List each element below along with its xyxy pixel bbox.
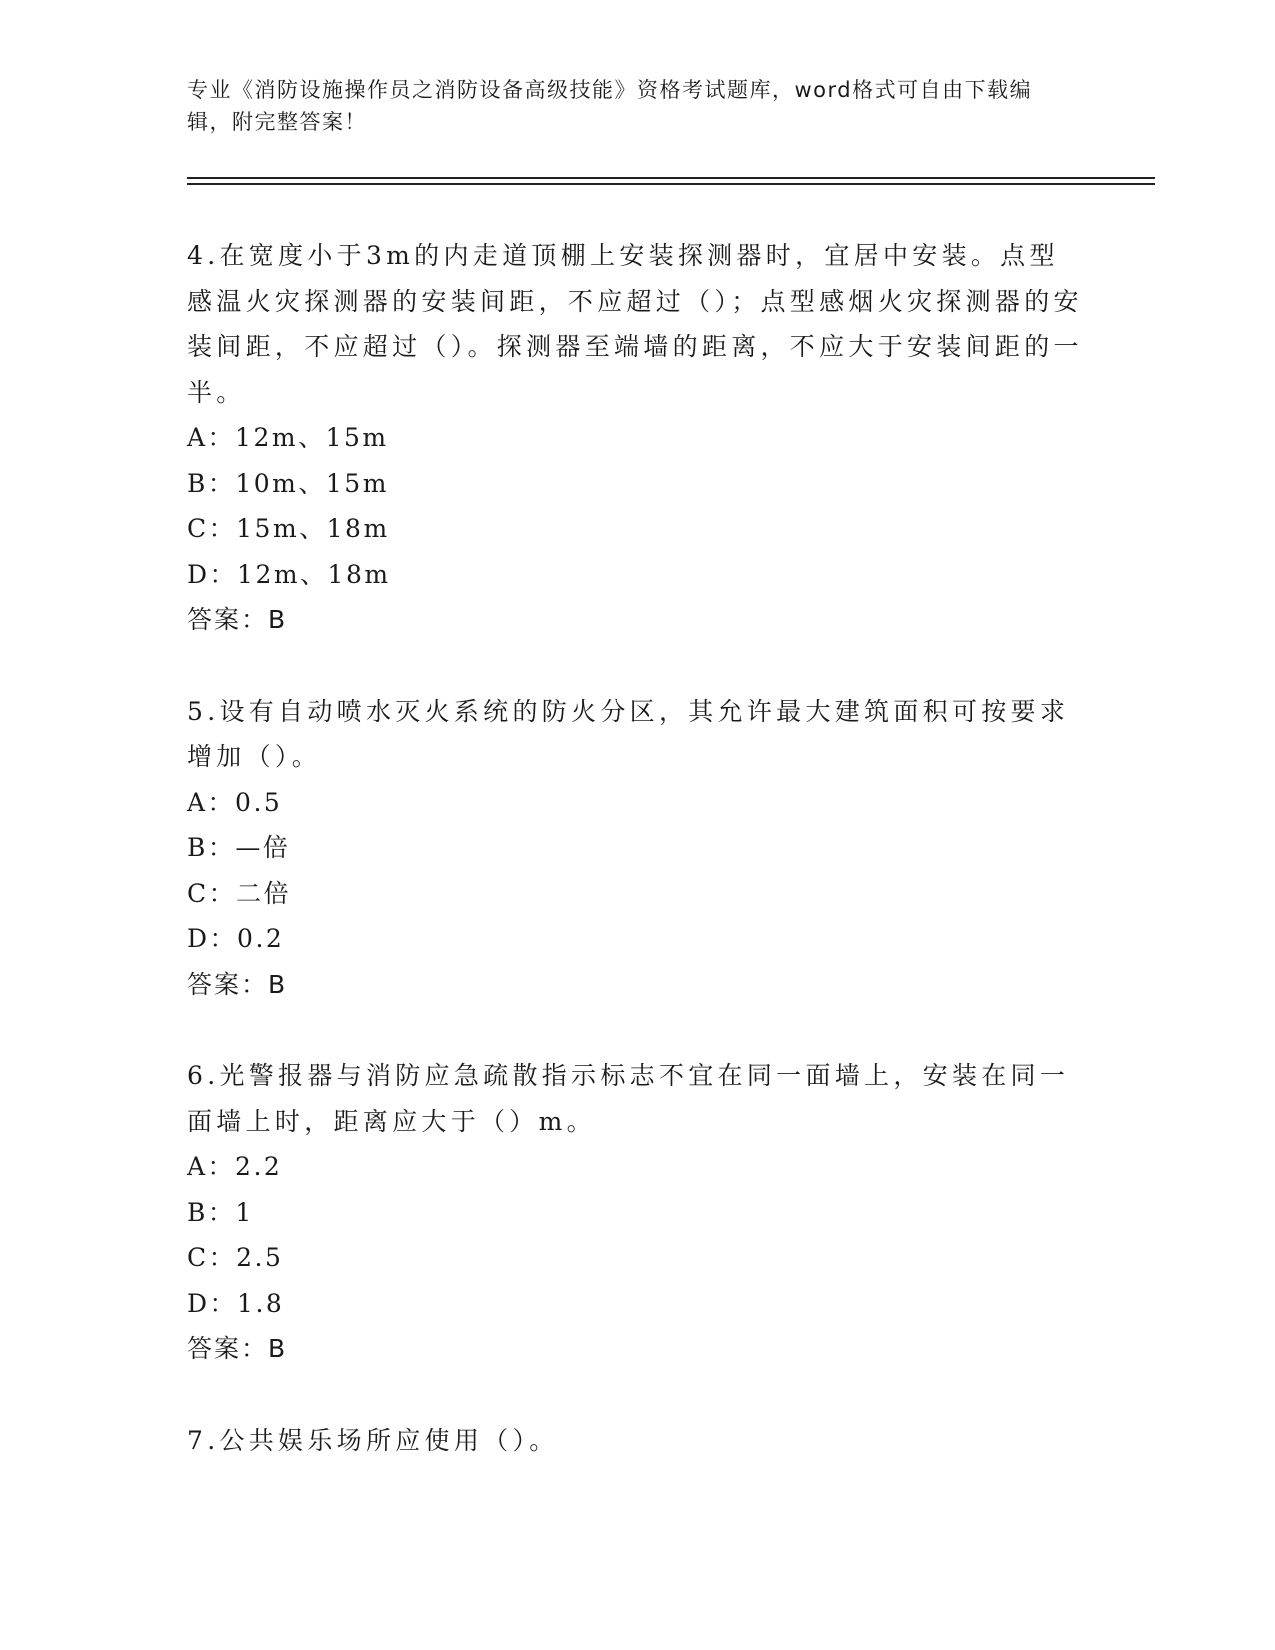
option-c: C：2.5 (187, 1243, 284, 1272)
option-a: A：12m、15m (187, 423, 389, 452)
question-item (187, 1053, 1087, 1372)
option-a: A：0.5 (187, 787, 283, 817)
answer-line: 答案：B (187, 969, 288, 999)
question-list (187, 233, 1087, 1509)
option-d: D：12m、18m (187, 559, 391, 589)
answer-line: 答案：B (187, 1334, 288, 1363)
question-stem: 5.设有自动喷水灭火系统的防火分区，其允许最大建筑面积可按要求增加（）。 (187, 696, 1070, 771)
answer-line: 答案：B (187, 605, 288, 634)
option-c: C：二倍 (187, 878, 292, 908)
option-b: B：1 (187, 1197, 254, 1227)
question-item (187, 1418, 1087, 1464)
option-d: D：0.2 (187, 924, 285, 953)
header-divider (187, 183, 1155, 185)
option-c: C：15m、18m (187, 514, 390, 543)
question-item (187, 689, 1087, 1008)
document-header: 专业《消防设施操作员之消防设备高级技能》资格考试题库，word格式可自由下载编辑，附完整答案！ (187, 78, 1033, 134)
option-a: A：2.2 (187, 1152, 283, 1181)
question-item (187, 233, 1087, 643)
question-stem: 7.公共娱乐场所应使用（）。 (187, 1425, 559, 1455)
header-divider (187, 177, 1155, 179)
question-stem: 6.光警报器与消防应急疏散指示标志不宜在同一面墙上，安装在同一面墙上时，距离应大于（）m。 (187, 1061, 1070, 1136)
option-d: D：1.8 (187, 1288, 285, 1318)
option-b: B：—倍 (187, 833, 291, 862)
option-b: B：10m、15m (187, 468, 389, 498)
question-stem: 4.在宽度小于3m的内走道顶棚上安装探测器时，宜居中安装。点型感温火灾探测器的安装间距，不应超过（）；点型感烟火灾探测器的安装间距，不应超过（）。探测器至端墙的距离，不应大于安装间距的一半。 (187, 241, 1083, 407)
